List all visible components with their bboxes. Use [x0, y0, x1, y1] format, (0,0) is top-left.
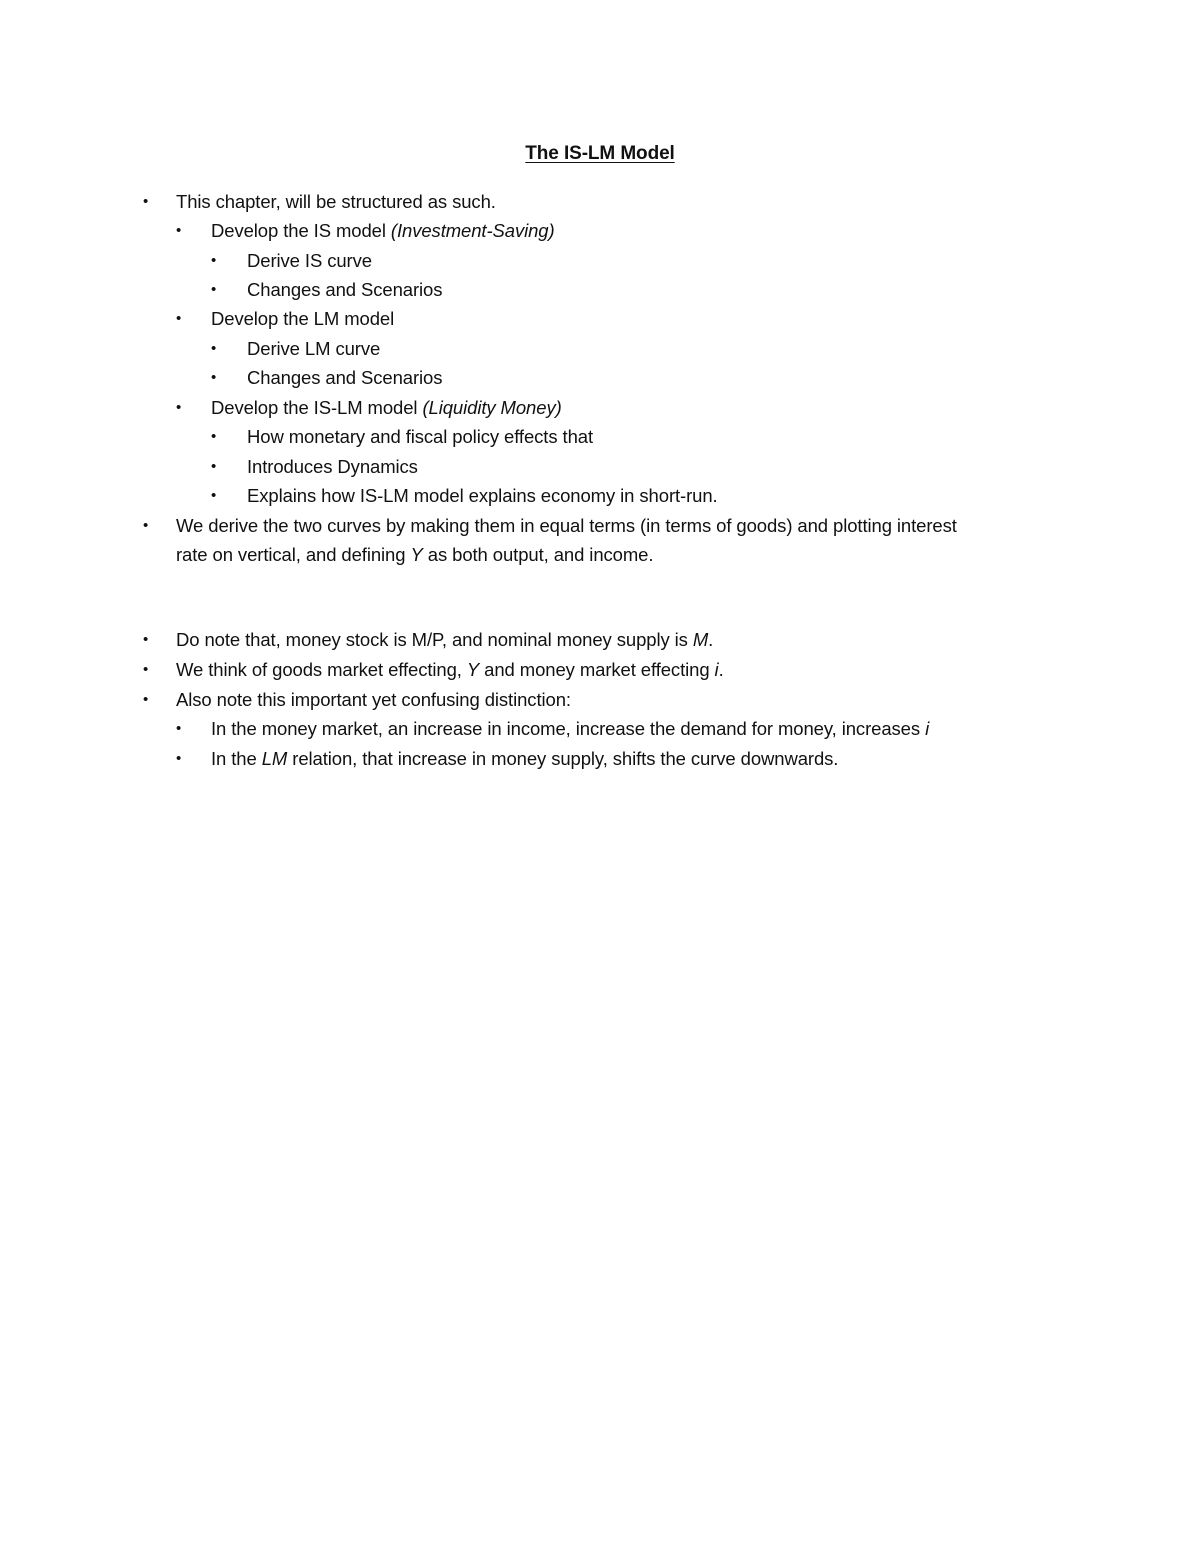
bullet-icon: • [211, 487, 217, 504]
list-item-continuation: rate on vertical, and defining Y as both output, and income. [176, 544, 654, 565]
bullet-icon: • [143, 631, 149, 648]
list-item: Develop the IS model (Investment-Saving) [211, 220, 555, 241]
bullet-icon: • [143, 691, 149, 708]
list-item: Do note that, money stock is M/P, and nominal money supply is M. [176, 629, 714, 650]
list-item: In the money market, an increase in income, increase the demand for money, increases i [211, 718, 930, 739]
list-item: Develop the IS-LM model (Liquidity Money) [211, 397, 562, 418]
list-item: Changes and Scenarios [247, 367, 443, 388]
list-item: Changes and Scenarios [247, 279, 443, 300]
list-item: Develop the LM model [211, 308, 395, 329]
list-item: In the LM relation, that increase in money supply, shifts the curve downwards. [211, 748, 839, 769]
bullet-icon: • [176, 310, 182, 327]
list-item: Derive LM curve [247, 338, 381, 359]
bullet-icon: • [176, 399, 182, 416]
list-item: We derive the two curves by making them in equal terms (in terms of goods) and plotting interest [176, 515, 957, 536]
list-item: We think of goods market effecting, Y and money market effecting i. [176, 659, 724, 680]
bullet-icon: • [143, 661, 149, 678]
bullet-icon: • [176, 720, 182, 737]
list-item: Derive IS curve [247, 250, 372, 271]
list-item: How monetary and fiscal policy effects that [247, 426, 593, 447]
bullet-icon: • [176, 222, 182, 239]
list-item: This chapter, will be structured as such. [176, 191, 496, 212]
bullet-icon: • [211, 369, 217, 386]
list-item: Introduces Dynamics [247, 456, 418, 477]
bullet-icon: • [176, 750, 182, 767]
list-item: Explains how IS-LM model explains economy in short-run. [247, 485, 718, 506]
bullet-icon: • [143, 517, 149, 534]
page-title: The IS-LM Model [525, 143, 675, 164]
bullet-icon: • [211, 340, 217, 357]
bullet-icon: • [143, 193, 149, 210]
bullet-icon: • [211, 252, 217, 269]
bullet-icon: • [211, 428, 217, 445]
bullet-icon: • [211, 281, 217, 298]
list-item: Also note this important yet confusing distinction: [176, 689, 571, 710]
bullet-icon: • [211, 458, 217, 475]
